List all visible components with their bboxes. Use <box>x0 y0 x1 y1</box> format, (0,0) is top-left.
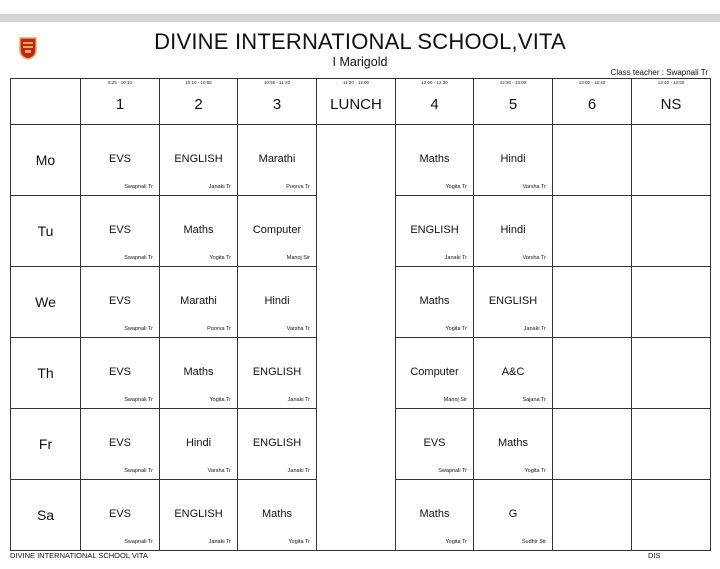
period-time: 11:20 - 12:00 <box>342 80 370 85</box>
day-label: Th <box>11 338 81 409</box>
period-label: 2 <box>194 96 203 113</box>
teacher: Swapnali Tr <box>124 468 153 474</box>
school-title: DIVINE INTERNATIONAL SCHOOL,VITA <box>154 29 566 54</box>
subject: EVS <box>108 224 131 236</box>
day-row <box>11 480 711 551</box>
empty-cell <box>553 409 632 480</box>
class-teacher-label: Class teacher : Swapnali Tr <box>610 68 708 77</box>
slot-cell <box>474 196 553 267</box>
slot-cell <box>160 338 238 409</box>
empty-cell <box>632 125 711 196</box>
subject: Hindi <box>264 295 290 307</box>
subject: ENGLISH <box>174 508 223 520</box>
period-label: 4 <box>430 96 439 113</box>
period-label: LUNCH <box>330 96 382 113</box>
period-time: 10:10 - 10:55 <box>185 80 212 85</box>
slot-cell <box>160 125 238 196</box>
teacher: Varsha Tr <box>522 255 546 261</box>
slot-cell <box>396 480 474 551</box>
teacher: Swapnali Tr <box>124 184 153 190</box>
subject: ENGLISH <box>252 437 302 449</box>
teacher: Poorva Tr <box>207 326 231 332</box>
empty-cell <box>553 196 632 267</box>
day-label: Fr <box>11 409 81 480</box>
header-row <box>11 79 711 125</box>
period-label: 5 <box>508 96 518 113</box>
subject: Maths <box>419 153 450 165</box>
subject: Maths <box>419 508 450 520</box>
subject: Computer <box>252 224 302 236</box>
teacher: Janaki Tr <box>523 326 546 332</box>
teacher: Varsha Tr <box>207 468 231 474</box>
teacher: Poorva Tr <box>286 184 310 190</box>
subject: Maths <box>498 437 528 449</box>
lunch-cell <box>317 480 396 551</box>
teacher: Swapnali Tr <box>124 255 153 261</box>
subject: Hindi <box>500 224 526 236</box>
subject: Maths <box>262 508 292 520</box>
empty-cell <box>553 480 632 551</box>
footer-school-name: DIVINE INTERNATIONAL SCHOOL VITA <box>10 551 148 560</box>
subject: G <box>508 508 518 520</box>
subject: Maths <box>183 224 214 236</box>
slot-cell <box>474 125 553 196</box>
teacher: Yogita Tr <box>445 326 467 332</box>
slot-cell <box>81 480 160 551</box>
slot-cell <box>81 125 160 196</box>
class-name: I Marigold <box>332 55 388 69</box>
slot-cell <box>160 480 238 551</box>
slot-cell <box>238 125 317 196</box>
teacher: Varsha Tr <box>522 184 546 190</box>
teacher: Manoj Sir <box>443 397 467 403</box>
slot-cell <box>81 409 160 480</box>
period-header <box>160 79 238 125</box>
empty-cell <box>632 480 711 551</box>
teacher: Yogita Tr <box>524 468 546 474</box>
subject: ENGLISH <box>488 295 538 307</box>
subject: EVS <box>423 437 446 449</box>
slot-cell <box>238 409 317 480</box>
lunch-cell <box>317 267 396 338</box>
slot-cell <box>81 267 160 338</box>
period-time: 13:40 - 13:50 <box>657 80 685 85</box>
teacher: Janaki Tr <box>208 539 231 545</box>
subject: EVS <box>108 295 131 307</box>
slot-cell <box>81 196 160 267</box>
slot-cell <box>474 409 553 480</box>
teacher: Varsha Tr <box>286 326 310 332</box>
lunch-header <box>317 79 396 125</box>
subject: Maths <box>183 366 214 378</box>
teacher: Manoj Sir <box>286 255 310 261</box>
teacher: Sudhir Sir <box>521 539 546 545</box>
subject: EVS <box>108 366 131 378</box>
slot-cell <box>396 338 474 409</box>
teacher: Yogita Tr <box>445 539 467 545</box>
day-label: Tu <box>11 196 81 267</box>
slot-cell <box>238 196 317 267</box>
period-label: 6 <box>587 96 597 113</box>
period-time: 13:00 - 12:40 <box>578 80 606 85</box>
empty-cell <box>553 338 632 409</box>
period-time: 12:00 - 12:30 <box>421 80 448 85</box>
lunch-cell <box>317 338 396 409</box>
subject: Hindi <box>500 153 526 165</box>
empty-cell <box>632 338 711 409</box>
subject: EVS <box>108 153 131 165</box>
day-row <box>11 196 711 267</box>
slot-cell <box>160 196 238 267</box>
day-label: Mo <box>11 125 81 196</box>
period-time: 9:25 - 10:10 <box>107 80 133 85</box>
slot-cell <box>396 196 474 267</box>
slot-cell <box>160 267 238 338</box>
period-time: 10:55 - 11:20 <box>263 80 291 85</box>
slot-cell <box>474 267 553 338</box>
slot-cell <box>396 125 474 196</box>
teacher: Yogita Tr <box>445 184 467 190</box>
period-header <box>553 79 632 125</box>
slot-cell <box>238 480 317 551</box>
slot-cell <box>396 409 474 480</box>
school-logo-icon <box>18 36 38 60</box>
empty-cell <box>632 196 711 267</box>
period-label: 3 <box>272 96 282 113</box>
subject: Computer <box>410 366 459 378</box>
subject: EVS <box>108 508 131 520</box>
day-row <box>11 338 711 409</box>
teacher: Swapnali Tr <box>124 397 153 403</box>
slot-cell <box>396 267 474 338</box>
empty-cell <box>632 409 711 480</box>
teacher: Sajana Tr <box>522 397 546 403</box>
period-time: 12:30 - 13:00 <box>499 80 527 85</box>
period-header <box>632 79 711 125</box>
footer-code: DIS <box>648 551 661 560</box>
teacher: Janaki Tr <box>287 468 310 474</box>
empty-cell <box>553 125 632 196</box>
period-header <box>396 79 474 125</box>
period-header <box>474 79 553 125</box>
corner-cell <box>11 79 81 125</box>
day-label: Sa <box>11 480 81 551</box>
teacher: Yogita Tr <box>209 397 231 403</box>
empty-cell <box>632 267 711 338</box>
subject: EVS <box>108 437 131 449</box>
subject: Marathi <box>258 153 296 165</box>
day-row <box>11 125 711 196</box>
teacher: Janaki Tr <box>444 255 467 261</box>
day-row <box>11 267 711 338</box>
period-header <box>81 79 160 125</box>
timetable <box>10 78 711 551</box>
subject: Marathi <box>180 295 217 307</box>
top-bar <box>0 14 720 22</box>
slot-cell <box>474 338 553 409</box>
day-row <box>11 409 711 480</box>
period-header <box>238 79 317 125</box>
teacher: Janaki Tr <box>208 184 231 190</box>
lunch-cell <box>317 196 396 267</box>
period-label: NS <box>660 96 682 113</box>
teacher: Swapnali Tr <box>438 468 467 474</box>
slot-cell <box>238 267 317 338</box>
period-label: 1 <box>115 96 125 113</box>
teacher: Janaki Tr <box>287 397 310 403</box>
subject: Hindi <box>185 437 212 449</box>
slot-cell <box>160 409 238 480</box>
teacher: Swapnali Tr <box>124 539 153 545</box>
lunch-cell <box>317 409 396 480</box>
slot-cell <box>238 338 317 409</box>
slot-cell <box>81 338 160 409</box>
subject: ENGLISH <box>410 224 459 236</box>
teacher: Swapnali Tr <box>124 326 153 332</box>
teacher: Yogita Tr <box>288 539 310 545</box>
day-label: We <box>11 267 81 338</box>
subject: ENGLISH <box>174 153 223 165</box>
lunch-cell <box>317 125 396 196</box>
empty-cell <box>553 267 632 338</box>
subject: ENGLISH <box>252 366 302 378</box>
slot-cell <box>474 480 553 551</box>
teacher: Yogita Tr <box>209 255 231 261</box>
subject: A&C <box>501 366 525 378</box>
subject: Maths <box>419 295 450 307</box>
